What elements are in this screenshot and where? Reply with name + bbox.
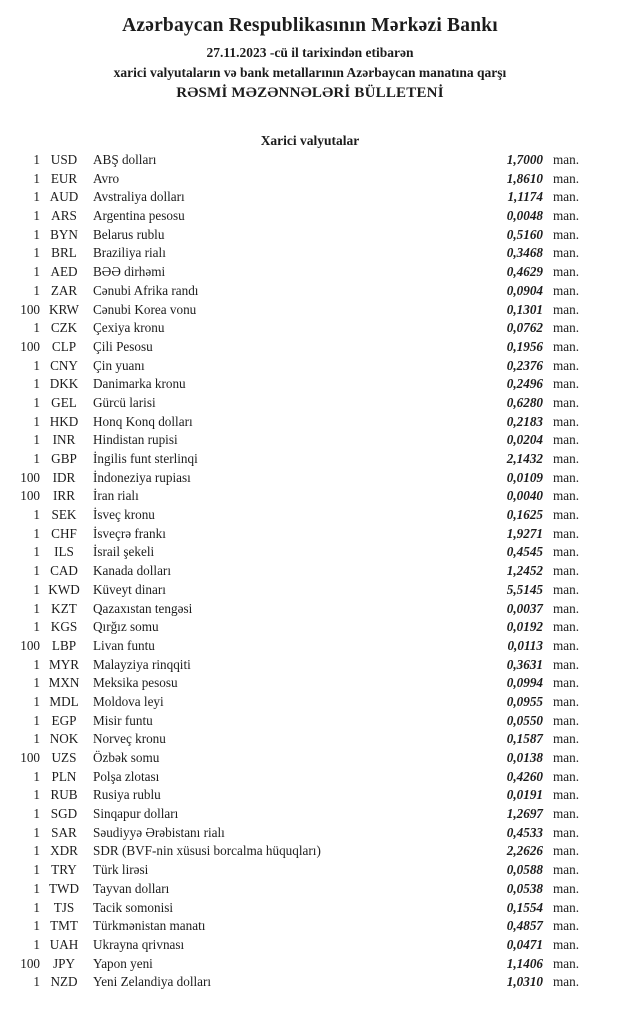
quantity-cell: 100 <box>20 338 40 354</box>
currency-code-cell: CLP <box>51 338 77 354</box>
quantity-cell: 1 <box>33 806 40 822</box>
quantity-cell: 1 <box>33 768 40 784</box>
currency-code-cell: TRY <box>51 862 77 878</box>
rate-value-cell: 0,6280 <box>506 394 543 410</box>
currency-code-cell: GEL <box>51 394 77 410</box>
quantity-cell: 1 <box>33 208 40 224</box>
unit-cell: man. <box>553 936 580 952</box>
rate-value-cell: 0,0037 <box>506 600 543 616</box>
quantity-cell: 100 <box>20 301 40 317</box>
currency-name-cell: Danimarka kronu <box>93 376 186 392</box>
table-row <box>0 207 620 226</box>
document-header <box>0 14 620 102</box>
quantity-cell: 1 <box>33 152 40 167</box>
table-row <box>0 693 620 712</box>
currency-name-cell: Küveyt dinarı <box>93 581 166 597</box>
quantity-cell: 1 <box>33 899 40 915</box>
rate-value-cell: 0,1301 <box>506 301 543 317</box>
currency-code-cell: AUD <box>49 189 79 205</box>
currency-name-cell: İsveç kronu <box>93 507 155 523</box>
currency-name-cell: Kanada dolları <box>93 563 171 579</box>
currency-name-cell: Malayziya rinqqiti <box>93 656 191 672</box>
rate-value-cell: 0,0762 <box>506 320 543 336</box>
table-row <box>0 244 620 263</box>
rate-value-cell: 5,5145 <box>506 581 543 597</box>
table-row <box>0 301 620 320</box>
unit-cell: man. <box>553 394 580 410</box>
table-row <box>0 600 620 619</box>
table-row <box>0 842 620 861</box>
currency-name-cell: BƏƏ dirhəmi <box>93 264 166 280</box>
quantity-cell: 1 <box>33 656 40 672</box>
rate-value-cell: 0,4260 <box>506 768 543 784</box>
quantity-cell: 1 <box>33 581 40 597</box>
quantity-cell: 1 <box>33 712 40 728</box>
unit-cell: man. <box>553 432 580 448</box>
table-row <box>0 562 620 581</box>
table-row <box>0 786 620 805</box>
unit-cell: man. <box>553 507 580 523</box>
currency-code-cell: MXN <box>48 675 80 691</box>
table-row <box>0 880 620 899</box>
currency-code-cell: SGD <box>50 806 78 822</box>
currency-code-cell: PLN <box>51 768 77 784</box>
rate-value-cell: 0,4629 <box>506 264 543 280</box>
document-subtitle: xarici valyutaların və bank metallarının Azərbaycan manatına qarşı <box>113 65 507 80</box>
currency-code-cell: USD <box>50 152 78 167</box>
currency-name-cell: Norveç kronu <box>93 731 166 747</box>
unit-cell: man. <box>553 600 580 616</box>
currency-name-cell: Yeni Zelandiya dolları <box>93 974 212 990</box>
currency-code-cell: HKD <box>49 413 79 429</box>
table-row <box>0 749 620 768</box>
currency-name-cell: Ukrayna qrivnası <box>93 936 185 952</box>
currency-name-cell: Misir funtu <box>93 712 153 728</box>
unit-cell: man. <box>553 189 580 205</box>
unit-cell: man. <box>553 731 580 747</box>
quantity-cell: 1 <box>33 170 40 186</box>
unit-cell: man. <box>553 787 580 803</box>
quantity-cell: 100 <box>20 637 40 653</box>
rate-value-cell: 0,0588 <box>506 862 543 878</box>
currency-code-cell: MDL <box>49 693 79 709</box>
currency-name-cell: Cənubi Korea vonu <box>93 301 197 317</box>
currency-code-cell: ARS <box>51 208 77 224</box>
unit-cell: man. <box>553 581 580 597</box>
quantity-cell: 1 <box>33 357 40 373</box>
quantity-cell: 1 <box>33 413 40 429</box>
currency-name-cell: Braziliya rialı <box>93 245 166 261</box>
table-row <box>0 955 620 974</box>
rate-value-cell: 1,1406 <box>506 955 543 971</box>
quantity-cell: 1 <box>33 918 40 934</box>
unit-cell: man. <box>553 544 580 560</box>
currency-name-cell: Sinqapur dolları <box>93 806 179 822</box>
rate-value-cell: 2,2626 <box>506 843 543 859</box>
currency-code-cell: CAD <box>50 563 78 579</box>
currency-name-cell: Özbək somu <box>93 750 160 765</box>
currency-name-cell: İndoneziya rupiası <box>93 469 191 485</box>
rate-value-cell: 0,2183 <box>506 413 543 429</box>
currency-code-cell: KRW <box>48 301 80 317</box>
currency-code-cell: UAH <box>49 936 79 952</box>
currency-name-cell: Cənubi Afrika randı <box>93 282 199 298</box>
table-row <box>0 936 620 955</box>
currency-code-cell: IDR <box>52 469 76 485</box>
unit-cell: man. <box>553 152 580 167</box>
rate-value-cell: 0,1587 <box>506 731 543 747</box>
rate-value-cell: 0,2496 <box>506 376 543 392</box>
rate-value-cell: 0,0113 <box>507 637 543 653</box>
rate-value-cell: 0,3468 <box>506 245 543 261</box>
currency-code-cell: KGS <box>50 619 78 635</box>
bank-title: Azərbaycan Respublikasının Mərkəzi Bankı <box>122 15 498 36</box>
quantity-cell: 1 <box>33 787 40 803</box>
rate-value-cell: 0,0538 <box>506 880 543 896</box>
rate-value-cell: 0,5160 <box>506 226 543 242</box>
currency-name-cell: SDR (BVF-nin xüsusi borcalma hüquqları) <box>93 843 321 859</box>
table-row <box>0 413 620 432</box>
currency-name-cell: Moldova leyi <box>93 693 164 709</box>
currency-name-cell: İsveçrə frankı <box>93 525 166 541</box>
currency-code-cell: BRL <box>51 245 77 261</box>
rate-value-cell: 0,4533 <box>506 824 543 840</box>
currency-name-cell: Avstraliya dolları <box>93 189 185 205</box>
quantity-cell: 1 <box>33 824 40 840</box>
currency-code-cell: IRR <box>53 488 75 504</box>
unit-cell: man. <box>553 357 580 373</box>
currency-name-cell: Argentina pesosu <box>93 208 185 224</box>
table-row <box>0 973 620 992</box>
quantity-cell: 1 <box>33 264 40 280</box>
currency-code-cell: ILS <box>54 544 74 560</box>
currency-name-cell: Hindistan rupisi <box>93 432 178 448</box>
currency-name-cell: Çexiya kronu <box>93 320 165 336</box>
unit-cell: man. <box>553 637 580 653</box>
quantity-cell: 1 <box>33 544 40 560</box>
currency-code-cell: LBP <box>51 637 77 653</box>
currency-name-cell: Tacik somonisi <box>93 899 174 915</box>
currency-name-cell: Yapon yeni <box>93 955 153 971</box>
exchange-rates-table <box>0 151 620 992</box>
unit-cell: man. <box>553 918 580 934</box>
unit-cell: man. <box>553 301 580 317</box>
unit-cell: man. <box>553 376 580 392</box>
rate-value-cell: 0,0204 <box>506 432 543 448</box>
table-row <box>0 543 620 562</box>
currency-name-cell: Türkmənistan manatı <box>93 918 206 934</box>
currency-code-cell: KZT <box>51 600 77 616</box>
currency-name-cell: Türk lirəsi <box>93 862 149 878</box>
quantity-cell: 1 <box>33 843 40 859</box>
quantity-cell: 1 <box>33 189 40 205</box>
rate-value-cell: 0,0550 <box>506 712 543 728</box>
rate-value-cell: 1,2697 <box>506 806 543 822</box>
rate-value-cell: 0,4857 <box>506 918 543 934</box>
table-row <box>0 151 620 170</box>
effective-date-line: 27.11.2023 -cü il tarixindən etibarən <box>206 45 414 60</box>
unit-cell: man. <box>553 899 580 915</box>
unit-cell: man. <box>553 264 580 280</box>
table-row <box>0 394 620 413</box>
quantity-cell: 1 <box>33 563 40 579</box>
table-row <box>0 730 620 749</box>
currency-code-cell: CHF <box>51 525 77 541</box>
rate-value-cell: 0,1554 <box>506 899 543 915</box>
unit-cell: man. <box>553 413 580 429</box>
rate-value-cell: 0,1956 <box>506 338 543 354</box>
table-row <box>0 824 620 843</box>
currency-name-cell: Honq Konq dolları <box>93 413 193 429</box>
currency-code-cell: TMT <box>50 918 78 934</box>
table-row <box>0 674 620 693</box>
currency-name-cell: Qazaxıstan tengəsi <box>93 600 193 616</box>
table-row <box>0 263 620 282</box>
currency-name-cell: Meksika pesosu <box>93 675 178 691</box>
currency-code-cell: KWD <box>48 581 80 597</box>
table-row <box>0 357 620 376</box>
quantity-cell: 1 <box>33 432 40 448</box>
currency-code-cell: SEK <box>51 507 77 523</box>
rate-value-cell: 1,8610 <box>506 170 543 186</box>
rate-value-cell: 0,0994 <box>506 675 543 691</box>
unit-cell: man. <box>553 563 580 579</box>
quantity-cell: 1 <box>33 451 40 466</box>
quantity-cell: 1 <box>33 731 40 747</box>
table-row <box>0 282 620 301</box>
currency-name-cell: ABŞ dolları <box>93 152 157 167</box>
table-row <box>0 188 620 207</box>
currency-code-cell: BYN <box>50 226 78 242</box>
currency-name-cell: İsrail şekeli <box>93 544 155 560</box>
rate-value-cell: 0,4545 <box>506 544 543 560</box>
table-row <box>0 656 620 675</box>
currency-code-cell: NOK <box>49 731 79 747</box>
quantity-cell: 1 <box>33 693 40 709</box>
unit-cell: man. <box>553 170 580 186</box>
rate-value-cell: 1,2452 <box>506 563 543 579</box>
quantity-cell: 100 <box>20 955 40 971</box>
rate-value-cell: 0,0904 <box>506 282 543 298</box>
unit-cell: man. <box>553 693 580 709</box>
currency-name-cell: İngilis funt sterlinqi <box>93 451 198 466</box>
rate-value-cell: 0,1625 <box>506 507 543 523</box>
table-row <box>0 450 620 469</box>
currency-code-cell: INR <box>52 432 76 448</box>
table-row <box>0 805 620 824</box>
currency-code-cell: TJS <box>53 899 75 915</box>
rate-value-cell: 1,9271 <box>506 525 543 541</box>
unit-cell: man. <box>553 619 580 635</box>
unit-cell: man. <box>553 282 580 298</box>
quantity-cell: 1 <box>33 619 40 635</box>
unit-cell: man. <box>553 806 580 822</box>
currency-code-cell: UZS <box>51 750 77 765</box>
quantity-cell: 100 <box>20 750 40 765</box>
table-row <box>0 899 620 918</box>
rate-value-cell: 0,0471 <box>506 936 543 952</box>
currency-name-cell: Çili Pesosu <box>93 338 153 354</box>
table-row <box>0 431 620 450</box>
table-row <box>0 506 620 525</box>
quantity-cell: 1 <box>33 880 40 896</box>
currency-code-cell: EUR <box>50 170 78 186</box>
currency-name-cell: Livan funtu <box>93 637 155 653</box>
bulletin-title: RƏSMİ MƏZƏNNƏLƏRİ BÜLLETENİ <box>176 85 444 101</box>
quantity-cell: 1 <box>33 226 40 242</box>
table-row <box>0 768 620 787</box>
rate-value-cell: 0,0048 <box>506 208 543 224</box>
table-row <box>0 319 620 338</box>
rate-value-cell: 1,1174 <box>507 189 543 205</box>
rate-value-cell: 2,1432 <box>506 451 543 466</box>
currency-name-cell: Gürcü larisi <box>93 394 156 410</box>
quantity-cell: 100 <box>20 488 40 504</box>
table-row <box>0 917 620 936</box>
unit-cell: man. <box>553 768 580 784</box>
unit-cell: man. <box>553 488 580 504</box>
currency-code-cell: AED <box>50 264 78 280</box>
unit-cell: man. <box>553 675 580 691</box>
currency-name-cell: Səudiyyə Ərəbistanı rialı <box>93 824 225 840</box>
unit-cell: man. <box>553 208 580 224</box>
table-row <box>0 712 620 731</box>
currency-name-cell: Çin yuanı <box>93 357 145 373</box>
unit-cell: man. <box>553 974 580 990</box>
rate-value-cell: 1,0310 <box>506 974 543 990</box>
currency-code-cell: NZD <box>50 974 78 990</box>
currency-code-cell: MYR <box>48 656 80 672</box>
rate-value-cell: 0,0191 <box>506 787 543 803</box>
rate-value-cell: 1,7000 <box>506 152 543 167</box>
rate-value-cell: 0,0040 <box>506 488 543 504</box>
table-row <box>0 226 620 245</box>
rate-value-cell: 0,3631 <box>506 656 543 672</box>
unit-cell: man. <box>553 451 580 466</box>
rate-value-cell: 0,2376 <box>506 357 543 373</box>
table-row <box>0 487 620 506</box>
currency-name-cell: Qırğız somu <box>93 619 159 635</box>
currency-code-cell: DKK <box>49 376 79 392</box>
currency-name-cell: Polşa zlotası <box>93 768 160 784</box>
quantity-cell: 1 <box>33 394 40 410</box>
currency-code-cell: GBP <box>51 451 77 466</box>
table-row <box>0 525 620 544</box>
currency-code-cell: ZAR <box>50 282 78 298</box>
currency-code-cell: TWD <box>48 880 80 896</box>
currency-code-cell: SAR <box>51 824 77 840</box>
table-row <box>0 581 620 600</box>
rate-value-cell: 0,0109 <box>506 469 543 485</box>
rate-value-cell: 0,0192 <box>506 619 543 635</box>
table-row <box>0 618 620 637</box>
unit-cell: man. <box>553 469 580 485</box>
table-row <box>0 170 620 189</box>
quantity-cell: 1 <box>33 320 40 336</box>
unit-cell: man. <box>553 245 580 261</box>
currency-name-cell: Belarus rublu <box>93 226 165 242</box>
currency-code-cell: JPY <box>53 955 75 971</box>
table-row <box>0 861 620 880</box>
quantity-cell: 1 <box>33 525 40 541</box>
quantity-cell: 1 <box>33 936 40 952</box>
currency-name-cell: Tayvan dolları <box>93 880 170 896</box>
unit-cell: man. <box>553 824 580 840</box>
currency-name-cell: Rusiya rublu <box>93 787 161 803</box>
table-row <box>0 338 620 357</box>
quantity-cell: 1 <box>33 862 40 878</box>
rate-value-cell: 0,0138 <box>506 750 543 765</box>
quantity-cell: 1 <box>33 974 40 990</box>
quantity-cell: 100 <box>20 469 40 485</box>
currency-code-cell: XDR <box>50 843 78 859</box>
currency-code-cell: EGP <box>51 712 77 728</box>
currency-name-cell: Avro <box>93 170 120 186</box>
currency-code-cell: CZK <box>50 320 78 336</box>
quantity-cell: 1 <box>33 507 40 523</box>
table-row <box>0 375 620 394</box>
table-row <box>0 637 620 656</box>
unit-cell: man. <box>553 226 580 242</box>
table-row <box>0 469 620 488</box>
unit-cell: man. <box>553 862 580 878</box>
unit-cell: man. <box>553 525 580 541</box>
unit-cell: man. <box>553 750 580 765</box>
unit-cell: man. <box>553 656 580 672</box>
currency-code-cell: CNY <box>50 357 78 373</box>
quantity-cell: 1 <box>33 376 40 392</box>
currency-code-cell: RUB <box>50 787 78 803</box>
section-title-foreign-currencies: Xarici valyutalar <box>260 133 360 148</box>
unit-cell: man. <box>553 320 580 336</box>
unit-cell: man. <box>553 712 580 728</box>
unit-cell: man. <box>553 843 580 859</box>
quantity-cell: 1 <box>33 675 40 691</box>
rate-value-cell: 0,0955 <box>506 693 543 709</box>
quantity-cell: 1 <box>33 282 40 298</box>
unit-cell: man. <box>553 880 580 896</box>
currency-name-cell: İran rialı <box>93 488 139 504</box>
quantity-cell: 1 <box>33 245 40 261</box>
quantity-cell: 1 <box>33 600 40 616</box>
unit-cell: man. <box>553 955 580 971</box>
unit-cell: man. <box>553 338 580 354</box>
